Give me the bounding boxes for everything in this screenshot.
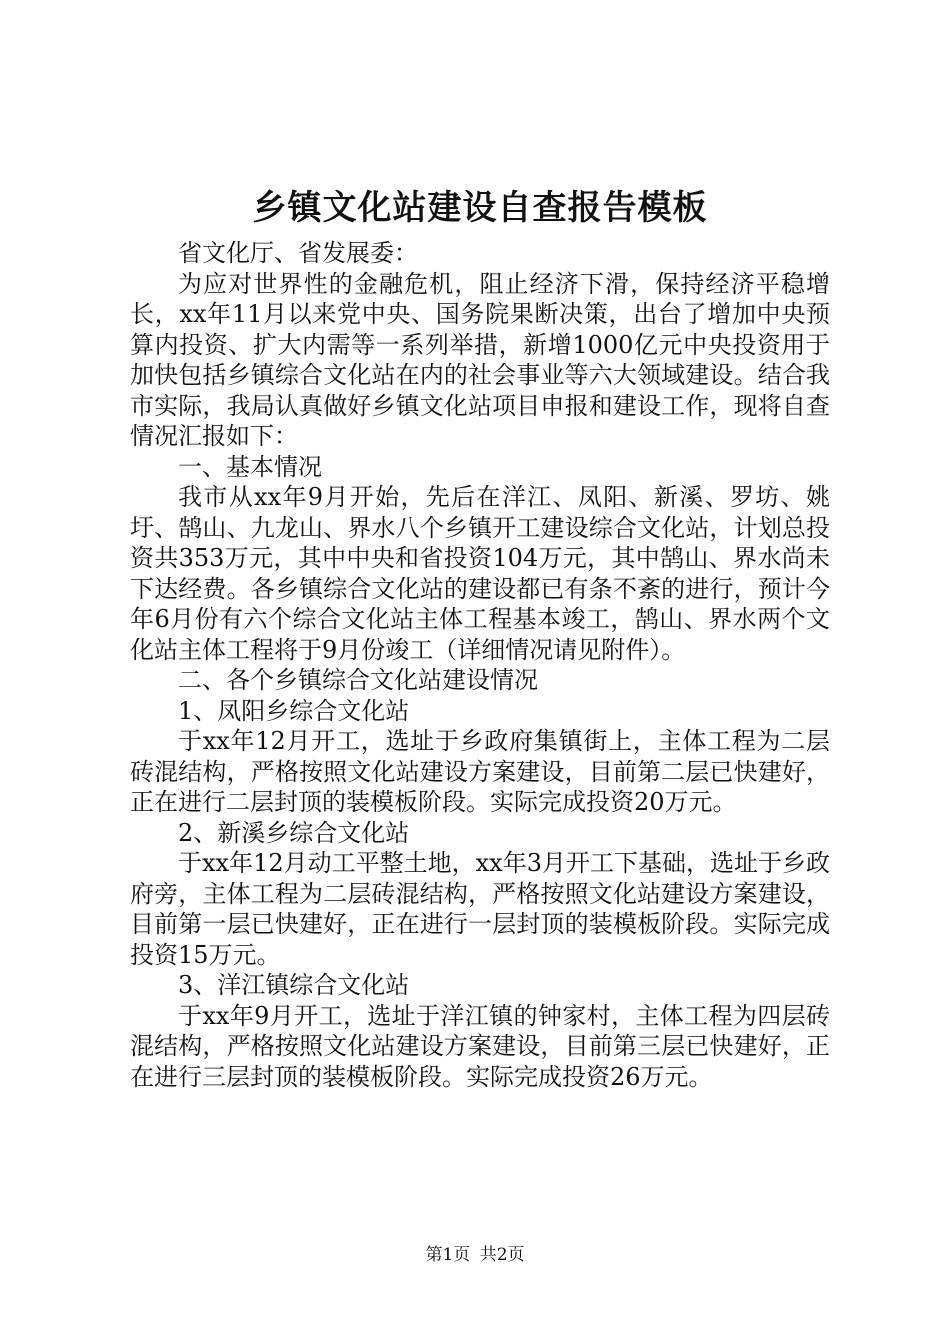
yangjiang-paragraph: 于xx年9月开工，选址于洋江镇的钟家村，主体工程为四层砖混结构，严格按照文化站建设方案建设，目前第三层已快建好，正在进行三层封顶的装模板阶段。实际完成投资26万元。 <box>130 1001 830 1091</box>
intro-paragraph: 为应对世界性的金融危机，阻止经济下滑，保持经济平稳增长，xx年11月以来党中央、国务院果断决策，出台了增加中央预算内投资、扩大内需等一系列举措，新增1000亿元中央投资用于加快包括乡镇综合文化站在内的社会事业等六大领域建设。结合我市实际，我局认真做好乡镇文化站项目申报和建设工作，现将自查情况汇报如下： <box>130 269 830 450</box>
document-page <box>130 180 830 1092</box>
subheading-yangjiang: 3、洋江镇综合文化站 <box>178 971 410 999</box>
basic-info-paragraph: 我市从xx年9月开始，先后在洋江、凤阳、新溪、罗坊、姚圩、鹄山、九龙山、界水八个乡镇开工建设综合文化站，计划总投资共353万元，其中中央和省投资104万元，其中鹄山、界水尚未下达经费。各乡镇综合文化站的建设都已有条不紊的进行，预计今年6月份有六个综合文化站主体工程基本竣工，鹄山、界水两个文化站主体工程将于9月份竣工（详细情况请见附件）。 <box>130 483 830 664</box>
subheading-fengyang: 1、凤阳乡综合文化站 <box>178 696 410 725</box>
section-heading-basic: 一、基本情况 <box>178 452 322 481</box>
document-title: 乡镇文化站建设自查报告模板 <box>252 188 708 228</box>
salutation: 省文化厅、省发展委： <box>178 239 418 267</box>
xinxi-paragraph: 于xx年12月动工平整土地，xx年3月开工下基础，选址于乡政府旁，主体工程为二层砖混结构，严格按照文化站建设方案建设，目前第一层已快建好，正在进行一层封顶的装模板阶段。实际完成投资15万元。 <box>130 849 830 969</box>
page-footer <box>0 1243 950 1267</box>
subheading-xinxi: 2、新溪乡综合文化站 <box>178 818 410 847</box>
page-number-current: 第1页 <box>425 1245 471 1265</box>
section-heading-stations: 二、各个乡镇综合文化站建设情况 <box>178 666 538 694</box>
page-number-total: 共2页 <box>479 1245 525 1265</box>
fengyang-paragraph: 于xx年12月开工，选址于乡政府集镇街上，主体工程为二层砖混结构，严格按照文化站建设方案建设，目前第二层已快建好，正在进行二层封顶的装模板阶段。实际完成投资20万元。 <box>130 727 830 816</box>
